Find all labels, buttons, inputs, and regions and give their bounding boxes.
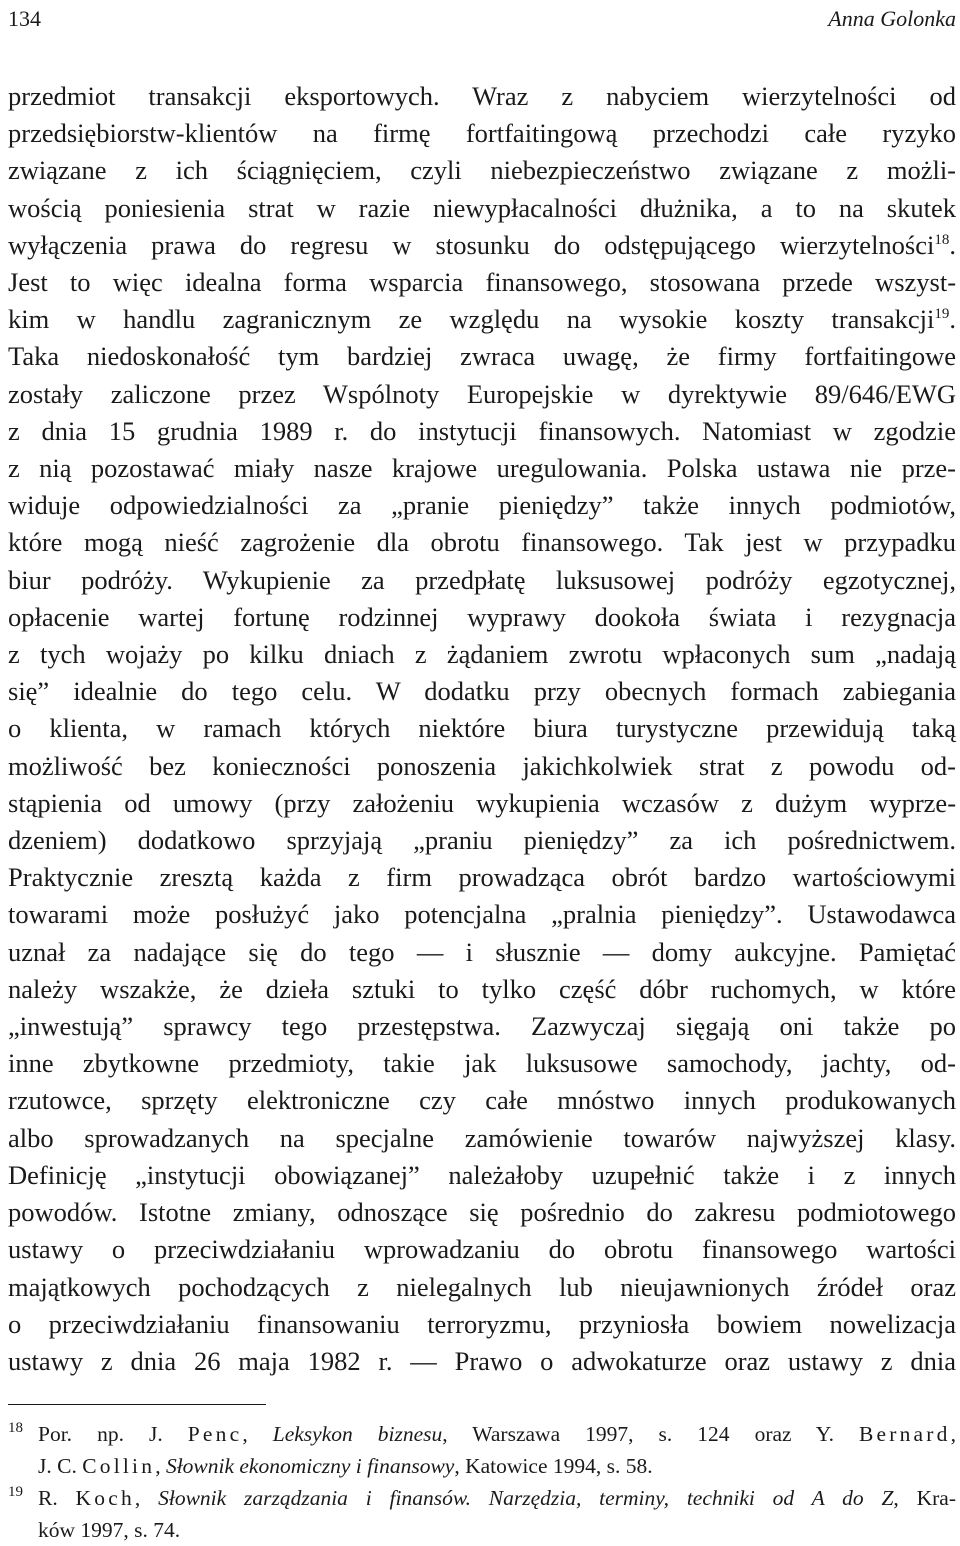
fn-title: Leksykon biznesu [272, 1422, 443, 1446]
fn-title: Słownik ekonomiczny i finansowy [165, 1454, 455, 1478]
fn-title: Słownik zarządzania i finansów. Narzędzia, terminy, techniki od A do Z [158, 1486, 894, 1510]
text-line: Taka niedoskonałość tym bardziej zwraca uwagę, że firmy fortfaitingowe [8, 341, 956, 372]
book-page [8, 0, 956, 1544]
text-line: zostały zaliczone przez Wspólnoty Europejskie w dyrektywie 89/646/EWG [8, 378, 957, 409]
fn-author: Collin [82, 1454, 156, 1478]
text-line: które mogą nieść zagrożenie dla obrotu finansowego. Tak jest w przypadku [8, 527, 957, 558]
footnote-mark: 18 [8, 1420, 23, 1436]
text-line: Jest to więc idealna forma wsparcia finansowego, stosowana przede wszyst- [8, 267, 957, 298]
text-line: inne zbytkowne przedmioty, takie jak luksusowe samochody, jachty, od- [8, 1048, 956, 1079]
fn-text: , [242, 1422, 273, 1446]
text-line: należy wszakże, że dzieła sztuki to tylko część dóbr ruchomych, w które [8, 973, 957, 1004]
text-line: o przeciwdziałaniu finansowaniu terroryzmu, przyniosła bowiem nowelizacja [8, 1308, 957, 1339]
fn-text: , Warszawa 1997, s. 124 oraz Y. [442, 1422, 859, 1446]
footnote-line [38, 1418, 956, 1450]
text-line: z tych wojaży po kilku dniach z żądaniem zwrotu wpłaconych sum „nadają [8, 639, 956, 670]
fn-text: , [134, 1486, 159, 1510]
text-line: związane z ich ściągnięciem, czyli niebezpieczeństwo związane z możli- [8, 155, 957, 186]
text-line: się” idealnie do tego celu. W dodatku przy obecnych formach zabiegania [8, 676, 957, 707]
page-number: 134 [8, 6, 41, 31]
fn-text: , Kra- [893, 1486, 956, 1510]
fn-author: Penc [187, 1422, 243, 1446]
text-line: uznał za nadające się do tego — i słusznie — domy aukcyjne. Pamiętać [8, 936, 956, 967]
text-line: przedmiot transakcji eksportowych. Wraz z nabyciem wierzytelności od [8, 81, 956, 111]
text-line: powodów. Istotne zmiany, odnoszące się pośrednio do zakresu podmiotowego [8, 1197, 957, 1228]
text-line-with-ref [8, 301, 956, 338]
punct: . [949, 229, 956, 260]
footnote-ref-18[interactable]: 18 [934, 231, 950, 248]
text-fragment: wyłączenia prawa do regresu w stosunku do odstępującego wierzytelności [8, 229, 935, 260]
fn-text: R. [38, 1486, 76, 1510]
fn-text: , [950, 1422, 956, 1446]
text-line: opłacenie wartej fortunę rodzinnej wyprawy dookoła świata i rezygnacja [8, 601, 957, 632]
footnotes [8, 1418, 956, 1546]
text-line: „inwestują” sprawcy tego przestępstwa. Zazwyczaj sięgają oni także po [8, 1011, 956, 1042]
fn-author: Koch [75, 1486, 135, 1510]
fn-author: Bernard [858, 1422, 951, 1446]
text-line: stąpienia od umowy (przy założeniu wykupienia wczasów z dużym wyprze- [8, 787, 957, 818]
running-author: Anna Golonka [828, 6, 956, 31]
text-line: majątkowych pochodzących z nielegalnych lub nieujawnionych źródeł oraz [8, 1271, 957, 1302]
fn-text: Por. np. J. [38, 1422, 188, 1446]
text-line: widuje odpowiedzialności za „pranie pieniędzy” także innych podmiotów, [8, 490, 956, 521]
text-line: ustawy z dnia 26 maja 1982 r. — Prawo o adwokaturze oraz ustawy z dnia [8, 1345, 956, 1376]
main-text [8, 78, 956, 1380]
text-line: dzeniem) dodatkowo sprzyjają „praniu pieniędzy” za ich pośrednictwem. [8, 825, 956, 856]
text-line: towarami może posłużyć jako potencjalna „pralnia pieniędzy”. Ustawodawca [8, 899, 957, 930]
text-line: rzutowce, sprzęty elektroniczne czy całe mnóstwo innych produkowanych [8, 1085, 956, 1116]
text-line: Definicję „instytucji obowiązanej” należałoby uzupełnić także i z innych [8, 1159, 957, 1190]
text-line: możliwość bez konieczności ponoszenia jakichkolwiek strat z powodu od- [8, 750, 956, 781]
text-line: wością poniesienia strat w razie niewypłacalności dłużnika, a to na skutek [8, 192, 956, 223]
text-line: biur podróży. Wykupienie za przedpłatę luksusowej podróży egzotycznej, [8, 564, 956, 595]
text-line: o klienta, w ramach których niektóre biura turystyczne przewidują taką [8, 713, 957, 744]
punct: . [949, 304, 957, 335]
text-line: przedsiębiorstw-klientów na firmę fortfaitingową przechodzi całe ryzyko [8, 118, 956, 149]
text-line: z nią pozostawać miały nasze krajowe uregulowania. Polska ustawa nie prze- [8, 453, 956, 484]
running-header [8, 6, 956, 34]
fn-text: , [155, 1454, 166, 1478]
text-line-with-ref [8, 227, 956, 264]
footnote-line [38, 1450, 956, 1482]
fn-text: J. C. [38, 1454, 83, 1478]
footnote-line [38, 1482, 956, 1514]
footnote-ref-19[interactable]: 19 [934, 306, 950, 323]
footnote-18 [8, 1418, 956, 1482]
footnote-separator [8, 1404, 266, 1405]
footnote-line: ków 1997, s. 74. [38, 1518, 181, 1542]
fn-text: , Katowice 1994, s. 58. [454, 1454, 653, 1478]
text-line: z dnia 15 grudnia 1989 r. do instytucji finansowych. Natomiast w zgodzie [8, 415, 956, 446]
footnote-mark: 19 [8, 1484, 23, 1500]
text-line: albo sprowadzanych na specjalne zamówienie towarów najwyższej klasy. [8, 1122, 957, 1153]
text-line: Praktycznie zresztą każda z firm prowadząca obrót bardzo wartościowymi [8, 862, 956, 893]
text-fragment: kim w handlu zagranicznym ze względu na wysokie koszty transakcji [8, 304, 935, 335]
text-line: ustawy o przeciwdziałaniu wprowadzaniu do obrotu finansowego wartości [8, 1234, 957, 1265]
footnote-19 [8, 1482, 956, 1546]
